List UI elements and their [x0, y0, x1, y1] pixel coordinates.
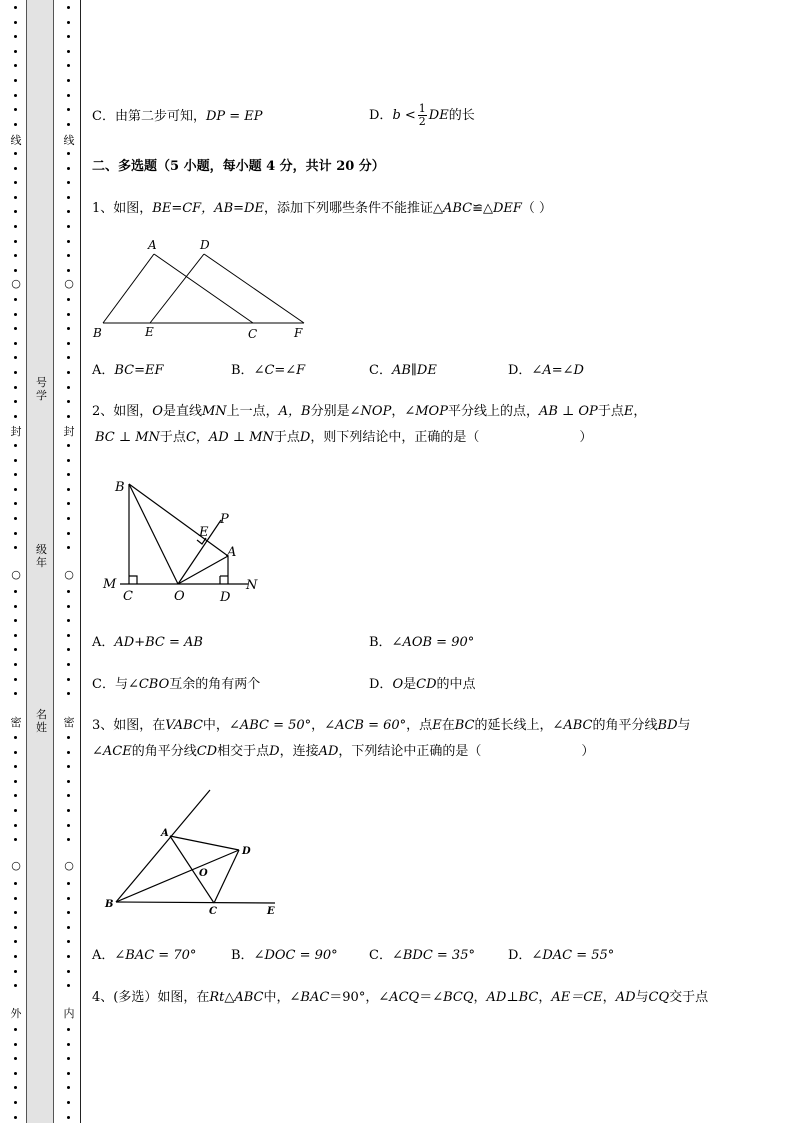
binding-dot [14, 473, 17, 476]
q3-label-c: C [209, 906, 217, 917]
q2-option-b: B．∠AOB = 90° [369, 635, 475, 650]
binding-dot [14, 926, 17, 929]
binding-dot [14, 692, 17, 695]
binding-dot [14, 736, 17, 739]
q3-label-a: A [161, 828, 169, 839]
binding-dot [67, 181, 70, 184]
binding-dot [67, 1072, 70, 1075]
binding-dot [14, 984, 17, 987]
binding-dot [67, 546, 70, 549]
binding-dot [67, 678, 70, 681]
binding-dot [67, 415, 70, 418]
binding-dot [67, 517, 70, 520]
q2-label-e: E [199, 525, 209, 540]
right-mark-4: ○ [64, 568, 74, 581]
q1-label-a: A [148, 238, 157, 252]
binding-dot [67, 459, 70, 462]
q3-line-bd [116, 850, 239, 902]
name-label: 名姓 [36, 708, 47, 734]
binding-dot [67, 152, 70, 155]
binding-dot [14, 415, 17, 418]
right-mark-3: 封 [63, 425, 75, 438]
binding-dot [14, 897, 17, 900]
q2-label-o: O [174, 589, 185, 604]
q3-line-ad [170, 836, 239, 850]
binding-dot [67, 882, 70, 885]
right-mark-7: 内 [63, 1007, 75, 1020]
binding-dot [67, 955, 70, 958]
binding-dot [67, 210, 70, 213]
binding-dot [14, 386, 17, 389]
q3-label-e: E [267, 906, 275, 917]
section-title: 二、多选题（5 小题，每小题 4 分，共计 20 分） [92, 159, 385, 174]
binding-dot [14, 955, 17, 958]
binding-dot [67, 94, 70, 97]
q1-option-a: A．BC=EF [92, 363, 164, 378]
binding-dot [67, 634, 70, 637]
binding-dot [67, 911, 70, 914]
binding-dot [67, 809, 70, 812]
left-mark-2: ○ [11, 277, 21, 290]
binding-dot [67, 108, 70, 111]
binding-dot [14, 1057, 17, 1060]
binding-dot [67, 313, 70, 316]
q2-label-p: P [220, 512, 229, 527]
q3-option-c: C．∠BDC = 35° [369, 948, 475, 963]
binding-dot [14, 678, 17, 681]
binding-dot [14, 794, 17, 797]
binding-dot [14, 225, 17, 228]
binding-dot [67, 824, 70, 827]
binding-dot [67, 6, 70, 9]
q1-stem: 1、如图，BE=CF，AB=DE，添加下列哪些条件不能推证△ABC≌△DEF（ ） [92, 201, 553, 216]
q4-stem: 4、(多选）如图，在Rt△ABC中，∠BAC＝90°，∠ACQ＝∠BCQ，AD⊥BC，AE＝CE，AD与CQ交于点 [92, 990, 709, 1005]
binding-dot [67, 1028, 70, 1031]
q3-line-be [116, 902, 275, 903]
binding-dot [14, 663, 17, 666]
binding-dot [14, 254, 17, 257]
binding-dot [67, 619, 70, 622]
binding-dot [14, 1072, 17, 1075]
q3-option-a: A．∠BAC = 70° [92, 948, 197, 963]
binding-dot [14, 751, 17, 754]
binding-dot [14, 459, 17, 462]
binding-dot [14, 517, 17, 520]
binding-dot [67, 648, 70, 651]
q1-label-d: D [200, 238, 210, 252]
q3-label-d: D [242, 846, 251, 857]
q3-figure [100, 786, 285, 921]
q1-label-c: C [248, 327, 258, 341]
binding-dot [14, 167, 17, 170]
binding-line [80, 0, 81, 1123]
binding-dot [67, 342, 70, 345]
binding-dot [14, 35, 17, 38]
binding-dot [14, 1043, 17, 1046]
q3-stem-line1: 3、如图，在VABC中，∠ABC = 50°，∠ACB = 60°，点E在BC的延长线上，∠ABC的角平分线BD与 [92, 718, 691, 733]
binding-dot [14, 269, 17, 272]
binding-dot [14, 342, 17, 345]
binding-dot [67, 926, 70, 929]
binding-dot [14, 605, 17, 608]
q3-label-o: O [199, 868, 208, 879]
q2-option-c: C．与∠CBO互余的角有两个 [92, 677, 261, 692]
binding-dot [67, 502, 70, 505]
q3-line-ba-ext [116, 790, 210, 902]
binding-dot [67, 692, 70, 695]
q1-option-d: D．∠A=∠D [508, 363, 584, 378]
left-mark-6: ○ [11, 859, 21, 872]
binding-dot [67, 298, 70, 301]
binding-dot [14, 1086, 17, 1089]
binding-dot [67, 64, 70, 67]
binding-dot [67, 356, 70, 359]
binding-dot [14, 400, 17, 403]
binding-dot [67, 605, 70, 608]
binding-dot [14, 532, 17, 535]
binding-dot [14, 911, 17, 914]
binding-dot [67, 327, 70, 330]
q3-line-cd [214, 850, 239, 903]
binding-dot [67, 254, 70, 257]
q2-label-n: N [246, 578, 258, 593]
binding-dot [67, 780, 70, 783]
q3-option-b: B．∠DOC = 90° [231, 948, 338, 963]
q1-option-b: B．∠C=∠F [231, 363, 306, 378]
q1-label-f: F [294, 326, 303, 340]
binding-dot [14, 590, 17, 593]
left-mark-4: ○ [11, 568, 21, 581]
binding-dot [14, 882, 17, 885]
student-number-label: 号学 [36, 376, 47, 402]
q2-label-b: B [115, 480, 125, 495]
binding-dot [67, 532, 70, 535]
binding-dot [14, 970, 17, 973]
binding-dot [14, 824, 17, 827]
binding-dot [14, 502, 17, 505]
binding-dot [67, 269, 70, 272]
binding-dot [67, 1116, 70, 1119]
binding-dot [14, 94, 17, 97]
right-mark-1: 线 [63, 134, 75, 147]
binding-dot [14, 196, 17, 199]
binding-dot [67, 371, 70, 374]
binding-dot [67, 444, 70, 447]
binding-dot [67, 473, 70, 476]
binding-dot [14, 444, 17, 447]
binding-dot [67, 897, 70, 900]
q1-label-b: B [93, 326, 102, 340]
binding-dot [67, 79, 70, 82]
q2-label-c: C [123, 589, 133, 604]
binding-dot [14, 648, 17, 651]
binding-dot [67, 123, 70, 126]
q1-line-ac [154, 254, 253, 323]
binding-dot [67, 663, 70, 666]
binding-dot [67, 765, 70, 768]
binding-dot [67, 984, 70, 987]
left-mark-7: 外 [10, 1007, 22, 1020]
q2-stem-line2: BC ⊥ MN于点C，AD ⊥ MN于点D，则下列结论中，正确的是（ ） [95, 430, 593, 445]
binding-dot [14, 371, 17, 374]
binding-dot [14, 152, 17, 155]
binding-dot [14, 546, 17, 549]
binding-dot [67, 736, 70, 739]
binding-dot [14, 765, 17, 768]
left-mark-1: 线 [10, 134, 22, 147]
prev-option-c: C．由第二步可知，DP = EP [92, 109, 263, 124]
binding-dot [14, 240, 17, 243]
q2-label-m: M [103, 577, 117, 592]
prev-option-d: D．b < $\frac{1}{2}$ DE的长 [369, 102, 475, 128]
binding-dot [67, 794, 70, 797]
binding-dot [14, 1116, 17, 1119]
binding-dot [14, 1101, 17, 1104]
binding-dot [14, 940, 17, 943]
binding-dot [67, 225, 70, 228]
binding-dot [67, 1101, 70, 1104]
left-mark-3: 封 [10, 425, 22, 438]
binding-dot [14, 50, 17, 53]
binding-dot [67, 35, 70, 38]
binding-dot [67, 400, 70, 403]
binding-dot [67, 386, 70, 389]
q1-option-c: C．AB∥DE [369, 363, 437, 378]
q2-option-d: D．O是CD的中点 [369, 677, 476, 692]
binding-dot [67, 21, 70, 24]
q1-line-ba [103, 254, 154, 323]
q2-stem-line1: 2、如图，O是直线MN上一点，A，B分别是∠NOP，∠MOP平分线上的点，AB ⊥ OP于点E， [92, 404, 647, 419]
binding-dot [14, 488, 17, 491]
binding-dot [14, 356, 17, 359]
binding-dot [67, 838, 70, 841]
grade-label: 级年 [36, 543, 47, 569]
binding-dot [67, 940, 70, 943]
binding-dot [67, 1043, 70, 1046]
q2-right-angle-c [129, 576, 137, 584]
binding-dot [14, 298, 17, 301]
binding-dot [67, 590, 70, 593]
binding-dot [14, 313, 17, 316]
q2-line-ba [129, 484, 228, 556]
binding-dot [14, 181, 17, 184]
binding-dot [14, 327, 17, 330]
q1-line-df [204, 254, 304, 323]
binding-dot [67, 1086, 70, 1089]
left-mark-5: 密 [10, 716, 22, 729]
q2-option-a: A．AD+BC = AB [92, 635, 203, 650]
binding-dot [67, 167, 70, 170]
binding-dot [14, 108, 17, 111]
fraction: $\frac{1}{2}$ [418, 102, 426, 128]
binding-dot [14, 21, 17, 24]
q2-figure [98, 470, 273, 610]
binding-dot [14, 210, 17, 213]
binding-dot [67, 751, 70, 754]
binding-dot [14, 634, 17, 637]
binding-dot [67, 196, 70, 199]
binding-dot [14, 64, 17, 67]
q3-label-b: B [105, 899, 114, 910]
binding-dot [67, 1057, 70, 1060]
binding-dot [14, 838, 17, 841]
binding-dot [14, 79, 17, 82]
binding-dot [67, 240, 70, 243]
q2-label-a: A [227, 545, 237, 560]
right-mark-6: ○ [64, 859, 74, 872]
binding-dot [67, 970, 70, 973]
binding-dot [14, 123, 17, 126]
q3-option-d: D．∠DAC = 55° [508, 948, 615, 963]
q2-line-bo [129, 484, 178, 584]
q1-label-e: E [145, 325, 154, 339]
right-mark-5: 密 [63, 716, 75, 729]
binding-dot [14, 809, 17, 812]
q1-figure [88, 234, 318, 344]
binding-dot [14, 780, 17, 783]
binding-dot [14, 6, 17, 9]
q2-label-d: D [220, 590, 231, 605]
binding-dot [67, 488, 70, 491]
binding-dot [67, 50, 70, 53]
q3-stem-line2: ∠ACE的角平分线CD相交于点D，连接AD，下列结论中正确的是（ ） [92, 744, 595, 759]
binding-dot [14, 619, 17, 622]
q1-line-ed [150, 254, 204, 323]
binding-dot [14, 1028, 17, 1031]
right-mark-2: ○ [64, 277, 74, 290]
